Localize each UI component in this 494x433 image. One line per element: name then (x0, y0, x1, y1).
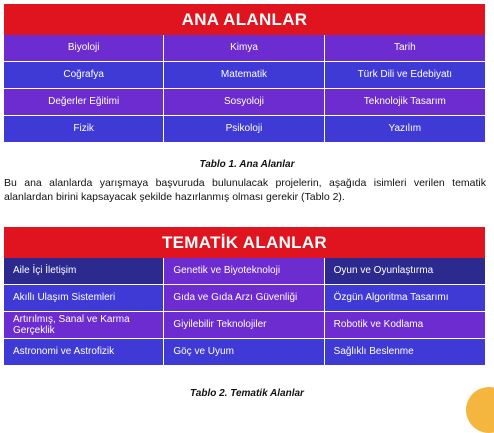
table2-caption: Tablo 2. Tematik Alanlar (190, 388, 304, 399)
tematik-alan-cell: Artırılmış, Sanal ve Karma Gerçeklik (4, 312, 164, 339)
ana-alan-cell: Türk Dili ve Edebiyatı (325, 62, 485, 89)
tematik-alanlar-header: TEMATİK ALANLAR (4, 227, 485, 258)
ana-alan-cell: Coğrafya (4, 62, 164, 89)
tematik-alan-cell: Göç ve Uyum (164, 339, 324, 366)
ana-alan-cell: Kimya (164, 35, 324, 62)
ana-alan-cell: Sosyoloji (164, 89, 324, 116)
ana-alan-cell: Tarih (325, 35, 485, 62)
ana-alan-cell: Matematik (164, 62, 324, 89)
tematik-alan-cell: Akıllı Ulaşım Sistemleri (4, 285, 164, 312)
tematik-alan-cell: Robotik ve Kodlama (325, 312, 485, 339)
ana-alanlar-table (4, 4, 485, 143)
ana-alan-cell: Fizik (4, 116, 164, 143)
table1-caption: Tablo 1. Ana Alanlar (199, 159, 295, 170)
ana-alan-cell: Yazılım (325, 116, 485, 143)
ana-alanlar-header: ANA ALANLAR (4, 4, 485, 35)
ana-alan-cell: Değerler Eğitimi (4, 89, 164, 116)
tematik-alan-cell: Oyun ve Oyunlaştırma (325, 258, 485, 285)
ana-alan-cell: Biyoloji (4, 35, 164, 62)
tematik-alan-cell: Astronomi ve Astrofizik (4, 339, 164, 366)
tematik-alan-cell: Gıda ve Gıda Arzı Güvenliği (164, 285, 324, 312)
ana-alanlar-grid (4, 35, 485, 143)
tematik-alan-cell: Giyilebilir Teknolojiler (164, 312, 324, 339)
body-paragraph: Bu ana alanlarda yarışmaya başvuruda bulunulacak projelerin, aşağıda isimleri verilen tematik alanlardan birini kapsayacak şekilde hazırlanmış olması gerekir (Tablo 2). (4, 177, 486, 203)
tematik-alanlar-grid (4, 258, 485, 366)
ana-alan-cell: Teknolojik Tasarım (325, 89, 485, 116)
tematik-alan-cell: Özgün Algoritma Tasarımı (325, 285, 485, 312)
tematik-alan-cell: Sağlıklı Beslenme (325, 339, 485, 366)
ana-alan-cell: Psikoloji (164, 116, 324, 143)
tematik-alan-cell: Genetik ve Biyoteknoloji (164, 258, 324, 285)
tematik-alanlar-table (4, 227, 485, 366)
tematik-alan-cell: Aile İçi İletişim (4, 258, 164, 285)
